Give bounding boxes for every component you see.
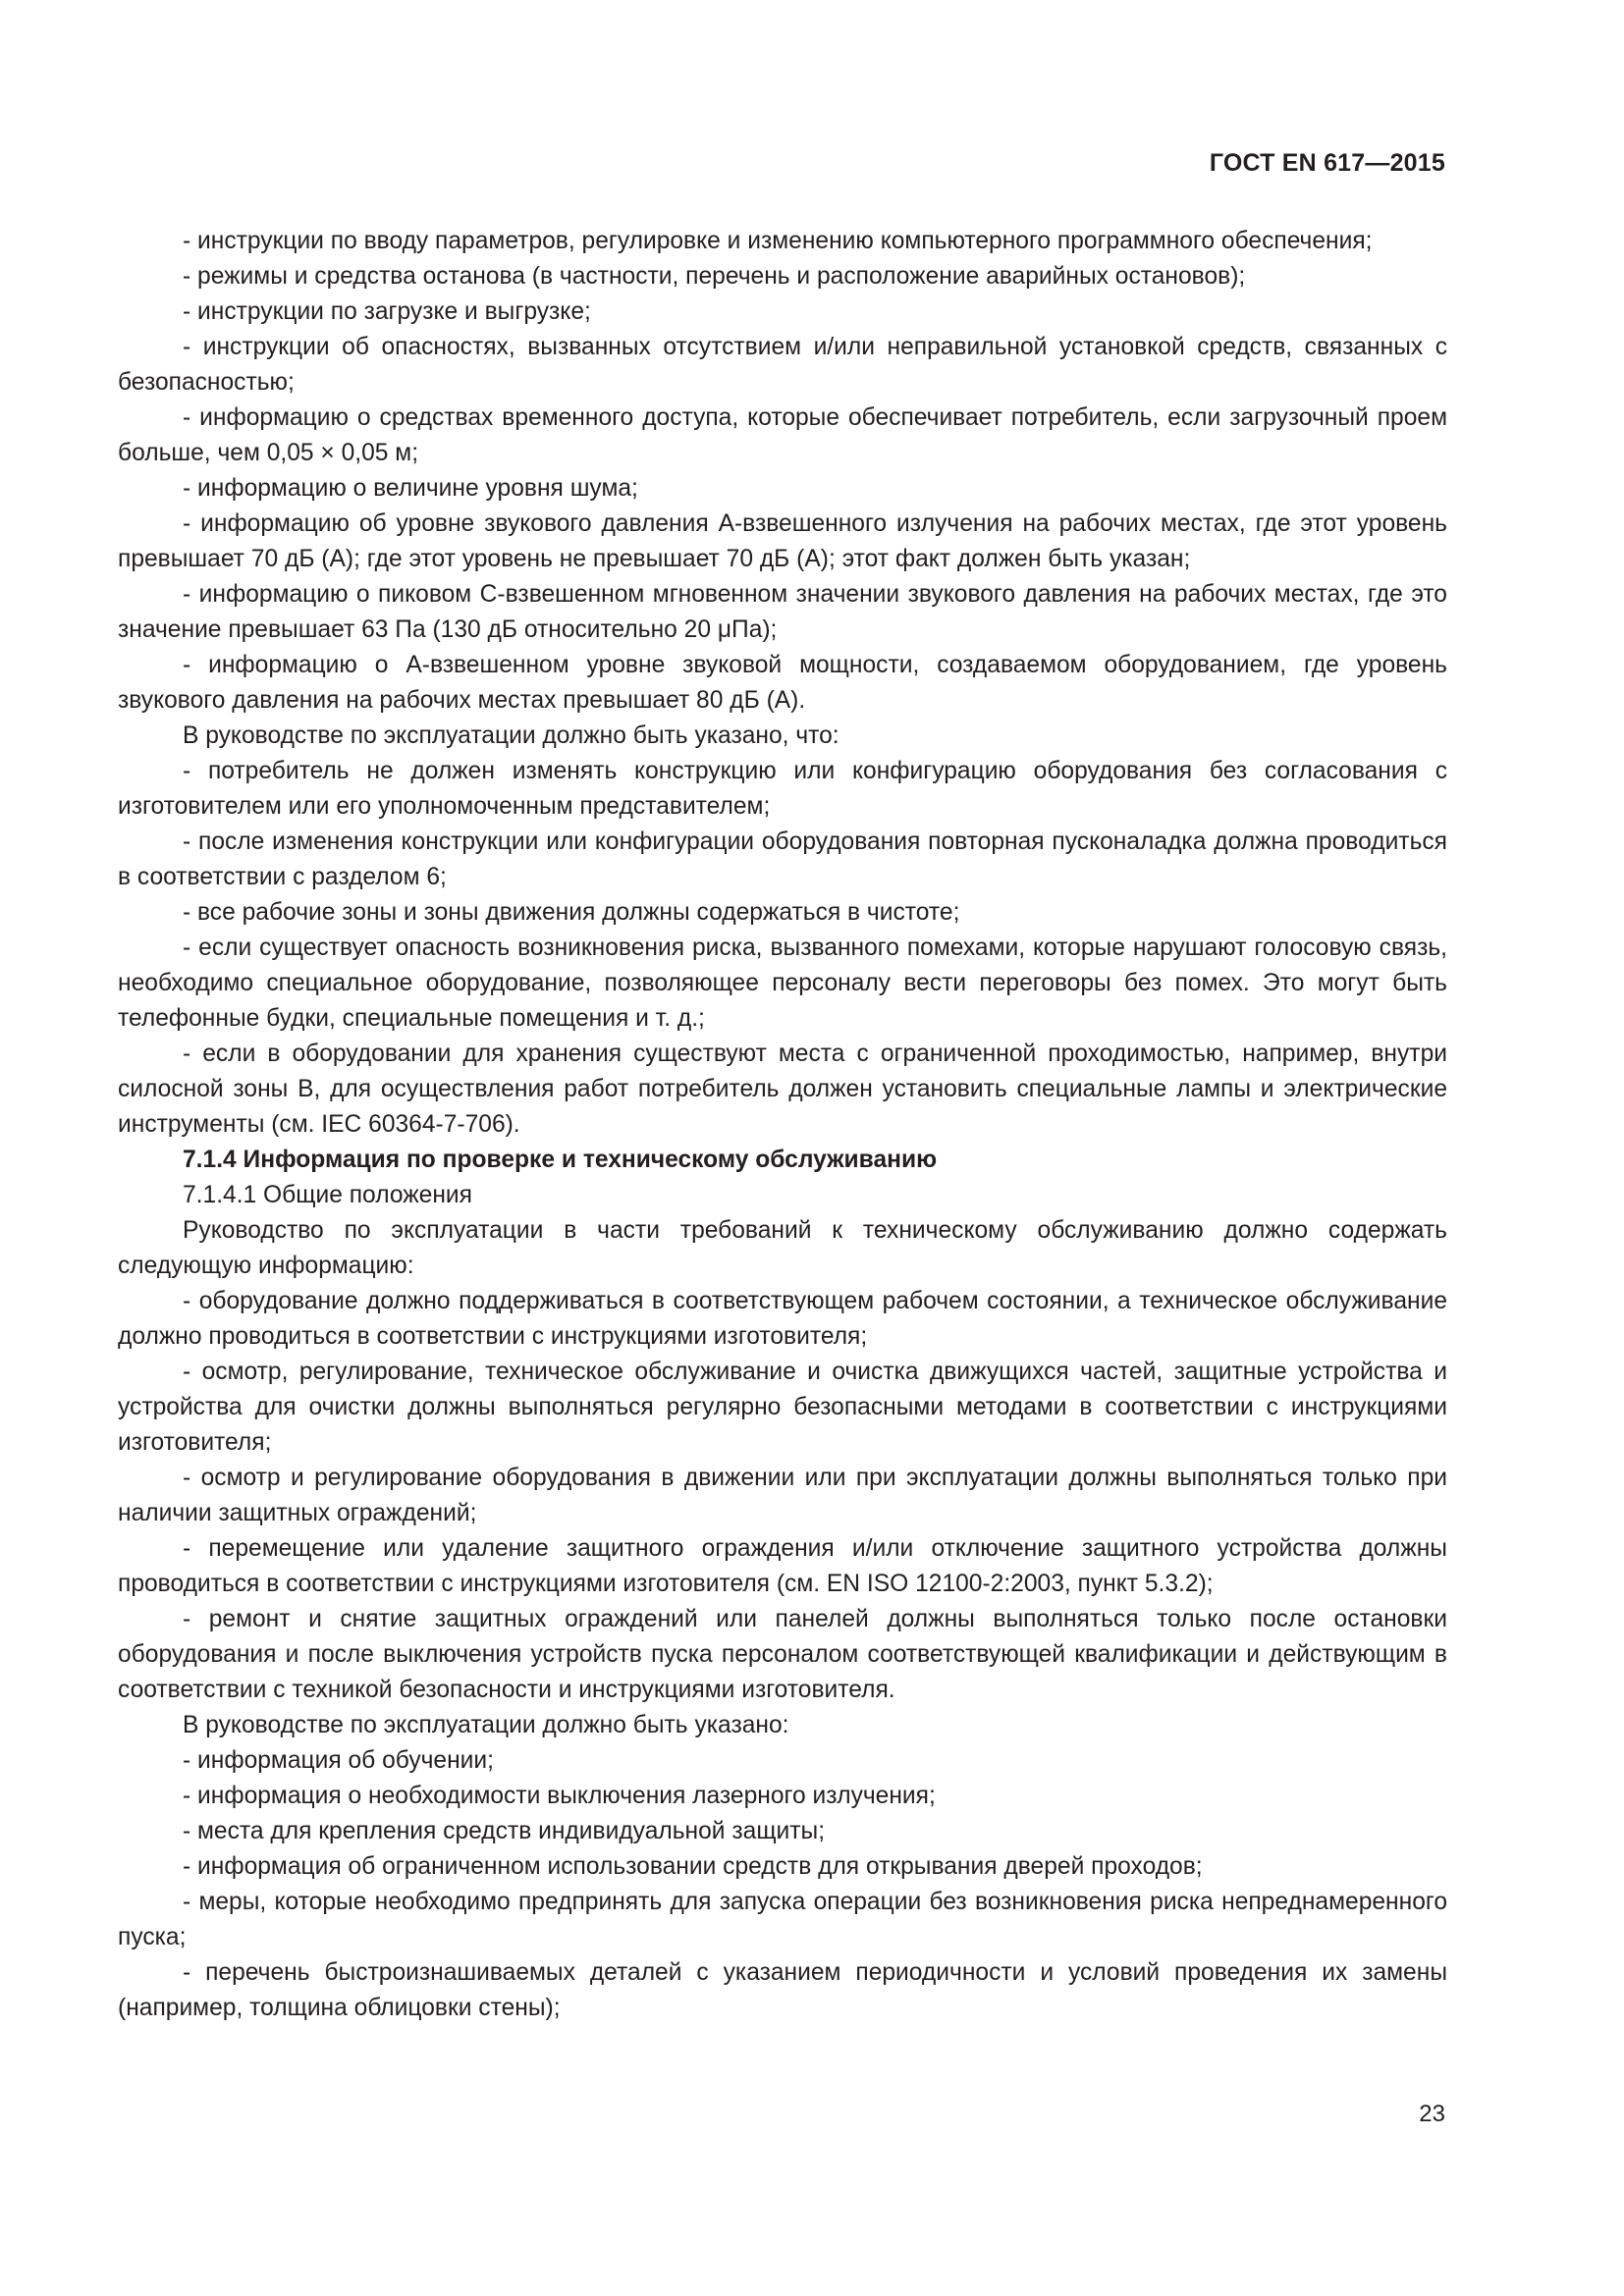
list-item: - ремонт и снятие защитных ограждений или панелей должны выполняться только после остановки оборудования и после выключения устройств пуска персоналом соответствующей квалификации и действующим в соответствии с техникой безопасности и инструкциями изготовителя. — [118, 1606, 1447, 1703]
standard-code: ГОСТ EN 617—2015 — [1209, 149, 1445, 177]
list-item: - инструкции по вводу параметров, регулировке и изменению компьютерного программного обеспечения; — [183, 228, 1373, 254]
list-item: - если в оборудовании для хранения существуют места с ограниченной проходимостью, например, внутри силосной зоны В, для осуществления работ потребитель должен установить специальные лампы и электрические инструменты (см. IEC 60364-7-706). — [118, 1041, 1447, 1138]
list-item: - информацию о пиковом С-взвешенном мгновенном значении звукового давления на рабочих местах, где это значение превышает 63 Па (130 дБ относительно 20 μПа); — [118, 581, 1447, 643]
list-item: - перечень быстроизнашиваемых деталей с указанием периодичности и условий проведения их замены (например, толщина облицовки стены); — [118, 1959, 1447, 2021]
list-item: - информацию о средствах временного доступа, которые обеспечивает потребитель, если загрузочный проем больше, чем 0,05 × 0,05 м; — [118, 404, 1447, 466]
list-item: - информация о необходимости выключения лазерного излучения; — [183, 1783, 936, 1809]
list-item: - инструкции об опасностях, вызванных отсутствием и/или неправильной установкой средств, связанных с безопасностью; — [118, 334, 1447, 396]
document-body — [118, 224, 1447, 2026]
list-item: - информацию о А-взвешенном уровне звуковой мощности, создаваемом оборудованием, где уровень звукового давления на рабочих местах превышает 80 дБ (А). — [118, 652, 1447, 714]
list-item: - меры, которые необходимо предпринять для запуска операции без возникновения риска непреднамеренного пуска; — [118, 1889, 1447, 1950]
list-item: - режимы и средства останова (в частности, перечень и расположение аварийных остановов); — [183, 263, 1246, 290]
list-item: - осмотр и регулирование оборудования в движении или при эксплуатации должны выполняться только при наличии защитных ограждений; — [118, 1465, 1447, 1526]
list-item: - места для крепления средств индивидуальной защиты; — [183, 1818, 826, 1844]
document-header — [1210, 149, 1445, 178]
list-item: - информацию о величине уровня шума; — [183, 475, 638, 502]
body-paragraph: В руководстве по эксплуатации должно быть указано: — [183, 1712, 789, 1738]
list-item: - информация об ограниченном использовании средств для открывания дверей проходов; — [183, 1853, 1203, 1880]
list-item: - осмотр, регулирование, техническое обслуживание и очистка движущихся частей, защитные устройства и устройства для очистки должны выполняться регулярно безопасными методами в соответствии с инструкциями изготовителя; — [118, 1359, 1447, 1456]
subsection-heading: 7.1.4.1 Общие положения — [183, 1182, 472, 1208]
list-item: - после изменения конструкции или конфигурации оборудования повторная пусконаладка должна проводиться в соответствии с разделом 6; — [118, 828, 1447, 890]
list-item: - оборудование должно поддерживаться в соответствующем рабочем состоянии, а техническое обслуживание должно проводиться в соответствии с инструкциями изготовителя; — [118, 1288, 1447, 1350]
list-item: - перемещение или удаление защитного ограждения и/или отключение защитного устройства должны проводиться в соответствии с инструкциями изготовителя (см. EN ISO 12100-2:2003, пункт 5.3.2); — [118, 1535, 1447, 1597]
list-item: - информация об обучении; — [183, 1747, 494, 1774]
list-item: - информацию об уровне звукового давления А-взвешенного излучения на рабочих местах, где этот уровень превышает 70 дБ (А); где этот уровень не превышает 70 дБ (А); этот факт должен быть указан; — [118, 510, 1447, 572]
body-paragraph: Руководство по эксплуатации в части требований к техническому обслуживанию должно содержать следующую информацию: — [118, 1217, 1447, 1279]
list-item: - если существует опасность возникновения риска, вызванного помехами, которые нарушают голосовую связь, необходимо специальное оборудование, позволяющее персоналу вести переговоры без помех. Это могут быть телефонные будки, специальные помещения и т. д.; — [118, 934, 1447, 1032]
list-item: - все рабочие зоны и зоны движения должны содержаться в чистоте; — [183, 899, 960, 926]
list-item: - потребитель не должен изменять конструкцию или конфигурацию оборудования без согласования с изготовителем или его уполномоченным представителем; — [118, 758, 1447, 820]
section-heading: 7.1.4 Информация по проверке и техническому обслуживанию — [183, 1147, 938, 1173]
page-number: 23 — [1419, 2101, 1445, 2127]
body-paragraph: В руководстве по эксплуатации должно быть указано, что: — [183, 722, 839, 749]
list-item: - инструкции по загрузке и выгрузке; — [183, 298, 591, 325]
